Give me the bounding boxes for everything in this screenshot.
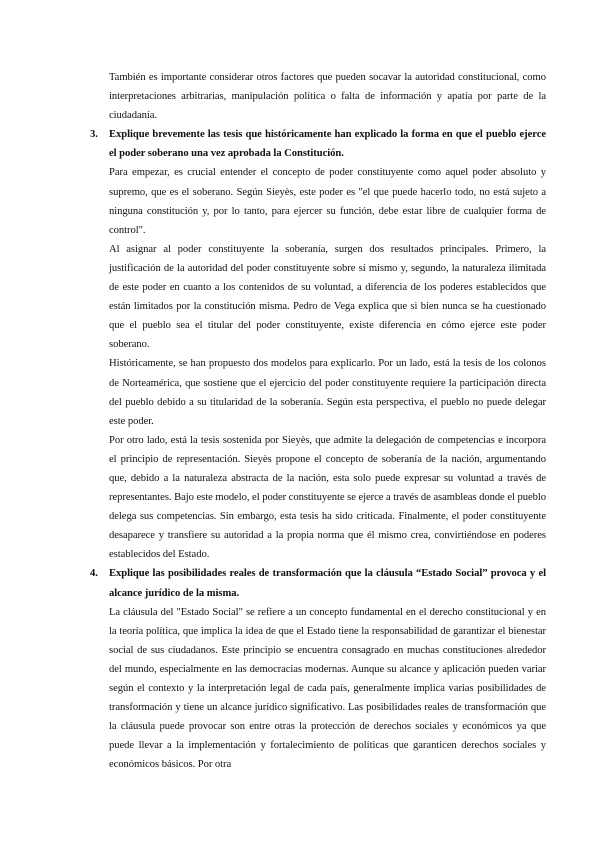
question-4-heading: [90, 564, 546, 602]
paragraph: Para empezar, es crucial entender el concepto de poder constituyente como aquel poder absoluto y supremo, que es el soberano. Según Sieyès, este poder es "el que puede hacerlo todo, no está sujeto a ninguna constitución y, por lo tanto, para ejercer su función, debe estar libre de cualquier forma de control".: [109, 167, 546, 236]
question-number: 4.: [90, 568, 98, 580]
question-3-heading: [90, 125, 546, 163]
question-title: Explique brevemente las tesis que históricamente han explicado la forma en que el pueblo ejerce el poder soberano una vez aprobada la Constitución.: [109, 129, 546, 160]
paragraph: Históricamente, se han propuesto dos modelos para explicarlo. Por un lado, está la tesis de los colonos de Norteamérica, que sostiene que el ejercicio del poder constituyente requiere la participación directa del pueblo debido a su titularidad de la soberanía. Según esta perspectiva, el pueblo no puede delegar este poder.: [109, 358, 546, 427]
document-body: [90, 68, 546, 774]
intro-paragraph: También es importante considerar otros factores que pueden socavar la autoridad constitucional, como interpretaciones arbitrarias, manipulación política o falta de información y apatía por parte de la ciudadanía.: [109, 72, 546, 122]
paragraph: Al asignar al poder constituyente la soberanía, surgen dos resultados principales. Primero, la justificación de la autoridad del poder constituyente sobre sí mismo y, segundo, la naturaleza ilimitada de este poder en cuanto a los contenidos de su voluntad, a diferencia de los poderes establecidos que están limitados por la constitución misma. Pedro de Vega explica que si bien nunca se ha cuestionado que el pueblo sea el titular del poder constituyente, existe diferencia en cómo ejerce este poder soberano.: [109, 243, 546, 351]
question-title: Explique las posibilidades reales de transformación que la cláusula “Estado Social” provoca y el alcance jurídico de la misma.: [109, 568, 546, 599]
paragraph: Por otro lado, está la tesis sostenida por Sieyès, que admite la delegación de competencias e incorpora el principio de representación. Sieyès propone el concepto de soberanía de la nación, argumentando que, debido a la naturaleza abstracta de la nación, esta solo puede expresar su voluntad a través de representantes. Bajo este modelo, el poder constituyente se ejerce a través de asambleas donde el pueblo delega sus competencias. Sin embargo, esta tesis ha sido criticada. Finalmente, el poder constituyente desaparece y transfiere su autoridad a la propia norma que él mismo crea, convirtiéndose en poderes establecidos del Estado.: [109, 434, 546, 561]
question-number: 3.: [90, 129, 98, 141]
paragraph: La cláusula del "Estado Social" se refiere a un concepto fundamental en el derecho constitucional y en la teoría política, que implica la idea de que el Estado tiene la responsabilidad de garantizar el bienestar social de sus ciudadanos. Este principio se encuentra consagrado en muchas constituciones alrededor del mundo, especialmente en las democracias modernas. Aunque su alcance y aplicación pueden variar según el contexto y la interpretación legal de cada país, generalmente implica varias posibilidades de transformación y tiene un alcance jurídico significativo. Las posibilidades reales de transformación que la cláusula puede provocar son entre otras la protección de derechos sociales y económicos ya que puede llevar a la implementación y fortalecimiento de políticas que garanticen derechos sociales y económicos básicos. Por otra: [109, 606, 546, 771]
